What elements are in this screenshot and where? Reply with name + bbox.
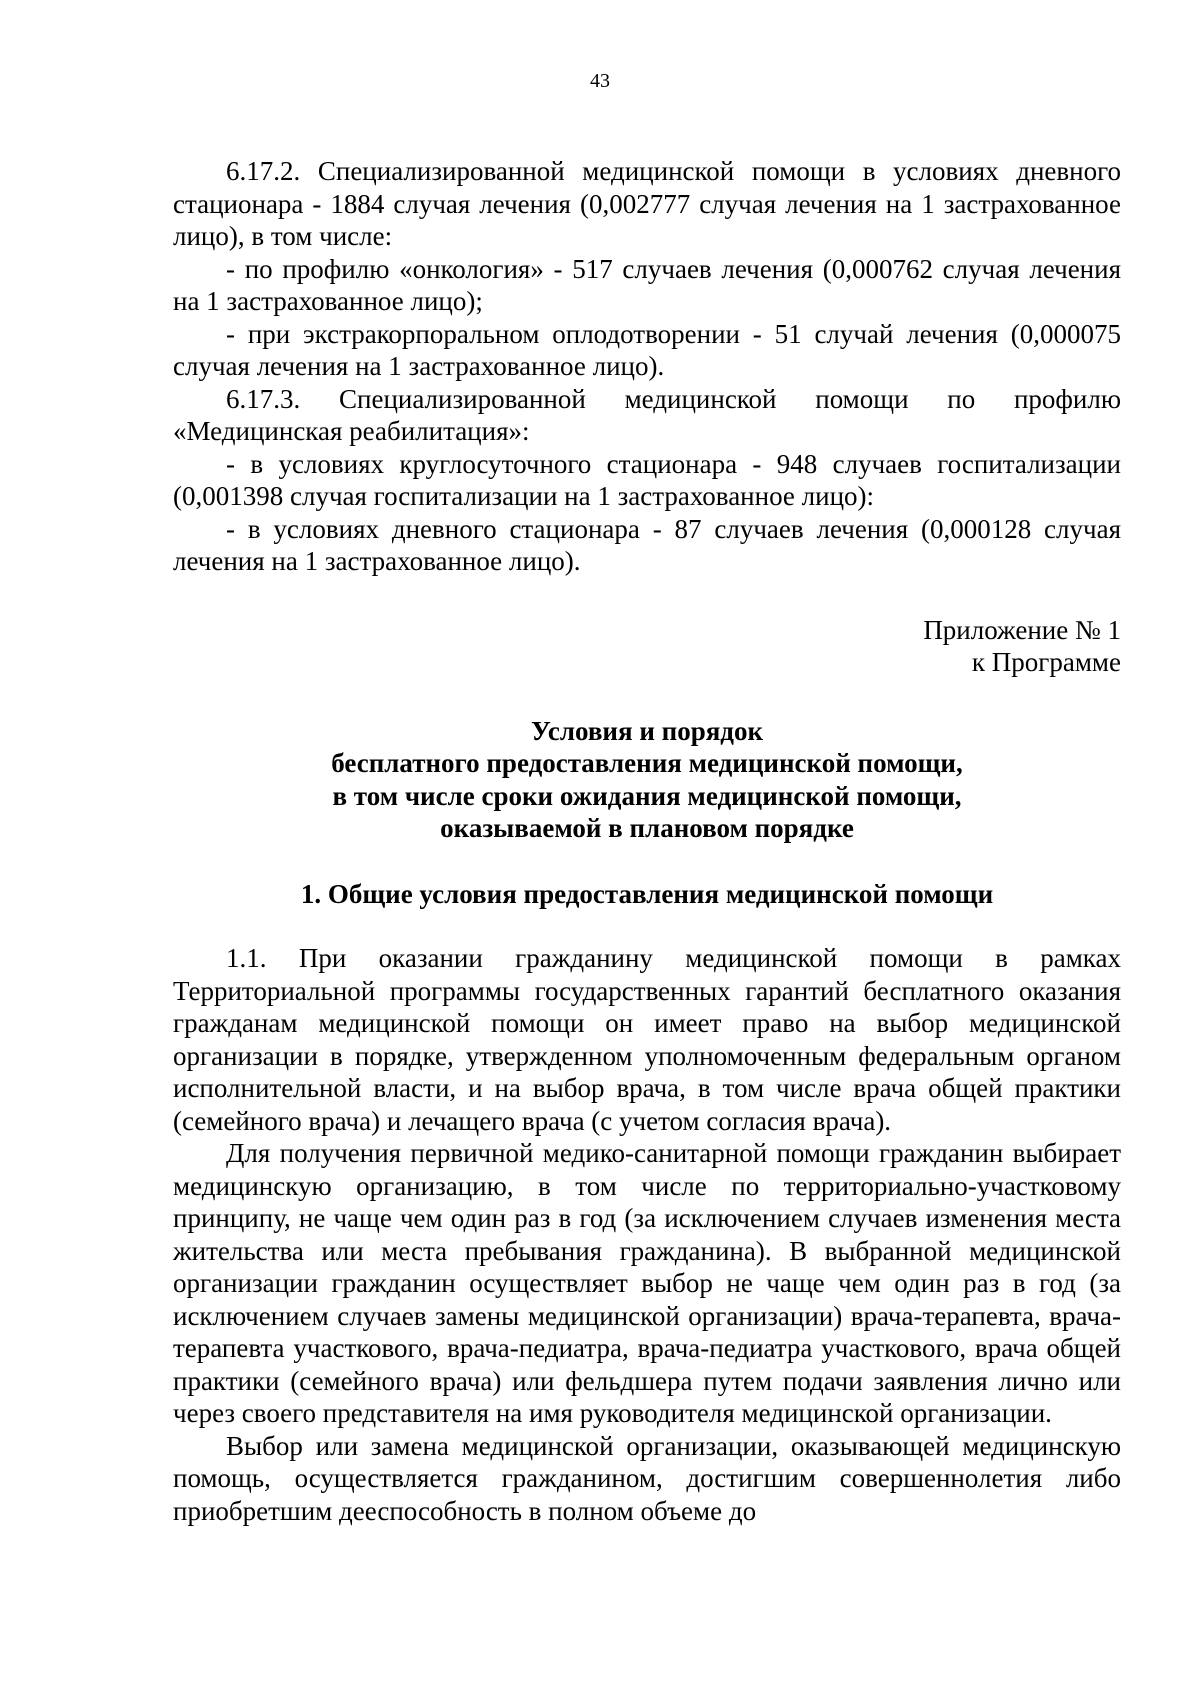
- section-heading: 1. Общие условия предоставления медицинской помощи: [300, 878, 994, 909]
- paragraph-6-17-2: 6.17.2. Специализированной медицинской помощи в условиях дневного стационара - 1884 случая лечения (0,002777 случая лечения на 1 застрахованное лицо), в том числе:: [173, 156, 1121, 251]
- paragraph-ivf: - при экстракорпоральном оплодотворении - 51 случай лечения (0,000075 случая лечения на 1 застрахованное лицо).: [173, 318, 1121, 381]
- appendix-line-1: Приложение № 1: [923, 614, 1121, 645]
- title-line-3: в том числе сроки ожидания медицинской помощи,: [332, 780, 962, 811]
- document-title: [173, 715, 1121, 845]
- title-line-1: Условия и порядок: [530, 715, 764, 746]
- document-body: [173, 155, 1121, 1527]
- paragraph-1-1: 1.1. При оказании гражданину медицинской помощи в рамках Территориальной программы государственных гарантий бесплатного оказания гражданам медицинской помощи он имеет право на выбор медицинской организации в порядке, утвержденном уполномоченным федеральным органом исполнительной власти, и на выбор врача, в том числе врача общей практики (семейного врача) и лечащего врача (с учетом согласия врача).: [173, 943, 1121, 1136]
- page-number: 43: [590, 70, 610, 92]
- paragraph-round-the-clock: - в условиях круглосуточного стационара - 948 случаев госпитализации (0,001398 случая госпитализации на 1 застрахованное лицо):: [173, 448, 1121, 511]
- appendix-line-2: к Программе: [971, 647, 1121, 677]
- paragraph-6-17-3: 6.17.3. Специализированной медицинской помощи по профилю «Медицинская реабилитация»:: [173, 383, 1121, 446]
- paragraph-oncology: - по профилю «онкология» - 517 случаев лечения (0,000762 случая лечения на 1 застрахованное лицо);: [173, 253, 1121, 316]
- appendix-note: [173, 614, 1121, 679]
- paragraph-primary-care: Для получения первичной медико-санитарной помощи гражданин выбирает медицинскую организацию, в том числе по территориально-участковому принципу, не чаще чем один раз в год (за исключением случаев изменения места жительства или места пребывания гражданина). В выбранной медицинской организации гражданин осуществляет выбор не чаще чем один раз в год (за исключением случаев замены медицинской организации) врача-терапевта, врача-терапевта участкового, врача-педиатра, врача-педиатра участкового, врача общей практики (семейного врача) или фельдшера путем подачи заявления лично или через своего представителя на имя руководителя медицинской организации.: [173, 1138, 1121, 1428]
- paragraph-day-hospital: - в условиях дневного стационара - 87 случаев лечения (0,000128 случая лечения на 1 застрахованное лицо).: [173, 513, 1121, 576]
- title-line-2: бесплатного предоставления медицинской помощи,: [331, 748, 963, 778]
- paragraph-choice: Выбор или замена медицинской организации, оказывающей медицинскую помощь, осуществляется гражданином, достигшим совершеннолетия либо приобретшим дееспособность в полном объеме до: [173, 1430, 1121, 1526]
- title-line-4: оказываемой в плановом порядке: [440, 813, 854, 843]
